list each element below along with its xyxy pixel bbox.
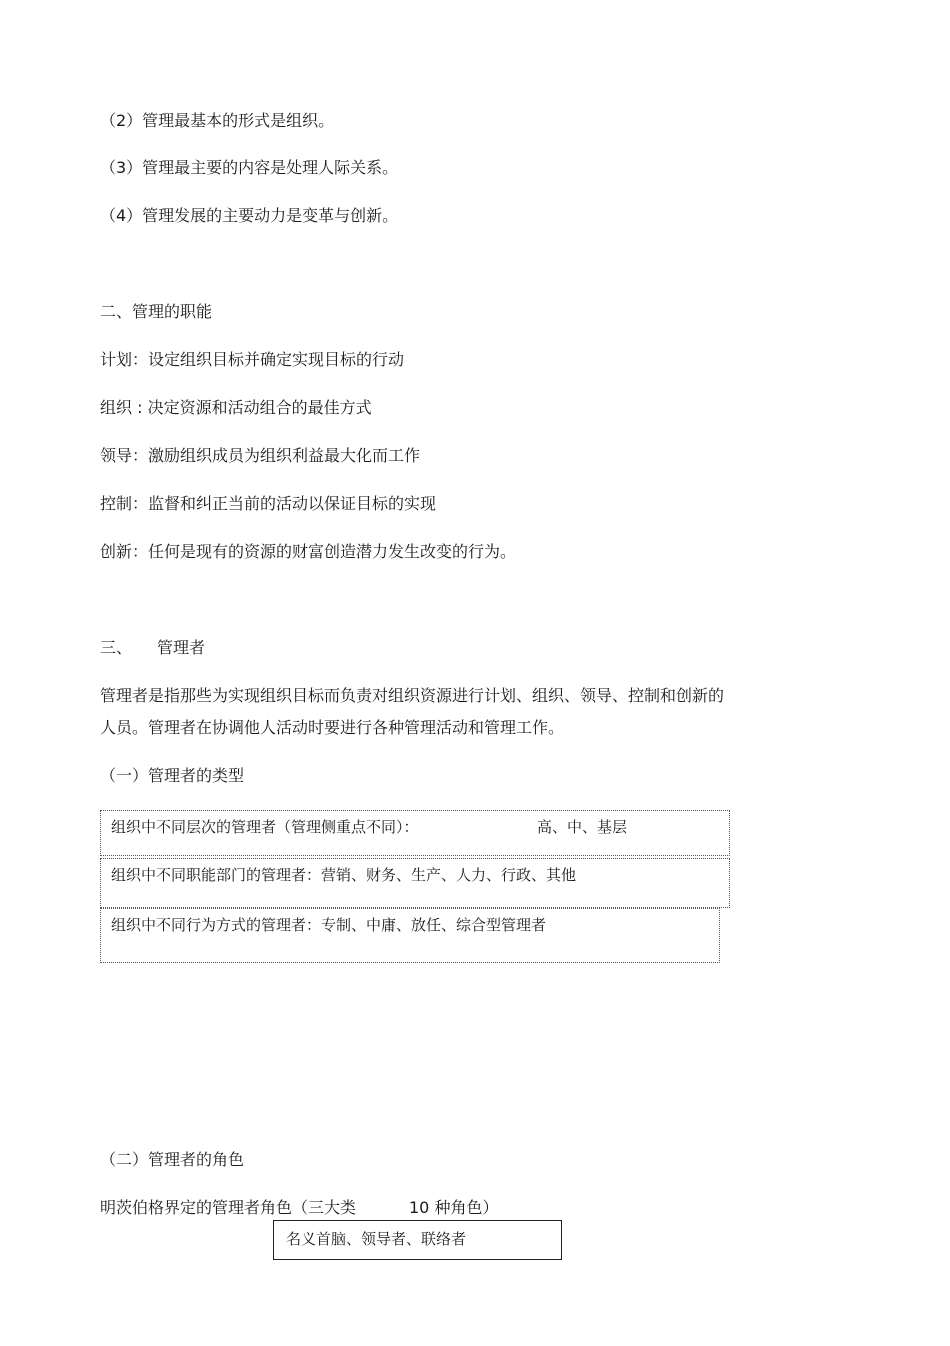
manager-roles-intro-b: 10 种角色） [409,1198,499,1217]
manager-types-heading: （一）管理者的类型 [100,766,245,785]
role-box-interpersonal-text: 名义首脑、领导者、联络者 [286,1230,467,1248]
managers-heading: 管理者 [157,638,206,657]
principle-2: （2）管理最基本的形式是组织。 [100,111,335,130]
manager-type-box-levels [100,810,730,856]
role-box-interpersonal [273,1220,562,1260]
manager-type-box-functions [100,858,730,908]
function-innovating: 创新：任何是现有的资源的财富创造潜力发生改变的行为。 [100,542,517,561]
manager-type-styles-text: 组织中不同行为方式的管理者：专制、中庸、放任、综合型管理者 [111,916,547,934]
manager-type-levels-value: 高、中、基层 [537,818,628,836]
manager-type-box-styles [100,908,720,963]
function-leading: 领导：激励组织成员为组织利益最大化而工作 [100,446,421,465]
principle-3: （3）管理最主要的内容是处理人际关系。 [100,158,399,177]
manager-roles-intro-a: 明茨伯格界定的管理者角色（三大类 [100,1198,357,1217]
functions-heading: 二、管理的职能 [100,302,213,321]
function-planning: 计划：设定组织目标并确定实现目标的行动 [100,350,405,369]
managers-definition-line1: 管理者是指那些为实现组织目标而负责对组织资源进行计划、组织、领导、控制和创新的 [100,686,725,705]
function-controlling: 控制：监督和纠正当前的活动以保证目标的实现 [100,494,437,513]
principle-4: （4）管理发展的主要动力是变革与创新。 [100,206,399,225]
manager-type-levels-label: 组织中不同层次的管理者（管理侧重点不同）： [111,818,419,836]
function-organizing: 组织 : 决定资源和活动组合的最佳方式 [100,398,372,417]
managers-heading-number: 三、 [100,638,133,657]
managers-definition-line2: 人员。管理者在协调他人活动时要进行各种管理活动和管理工作。 [100,718,565,737]
manager-roles-heading: （二）管理者的角色 [100,1150,245,1169]
manager-type-functions-text: 组织中不同职能部门的管理者：营销、财务、生产、人力、行政、其他 [111,866,577,884]
